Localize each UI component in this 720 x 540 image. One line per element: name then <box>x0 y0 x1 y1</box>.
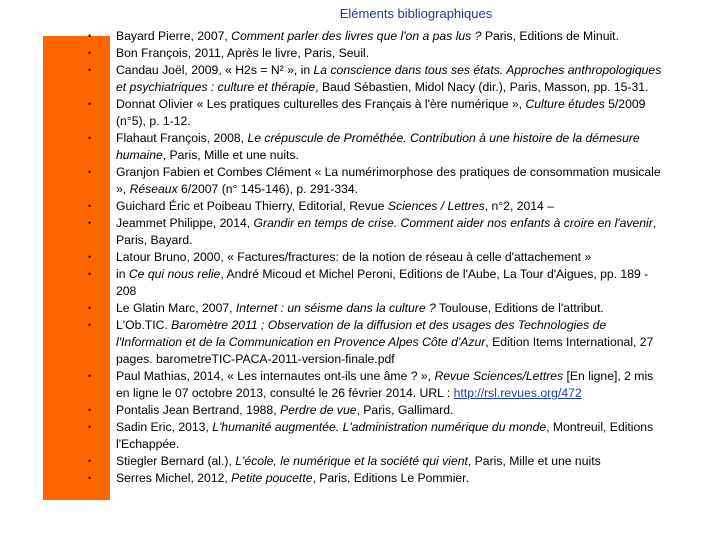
italic-text: Baromètre 2011 ; Observation de la diffusion et des usages des Technologies de <box>171 318 607 332</box>
italic-text: humaine <box>116 148 163 162</box>
bullet-icon: • <box>88 303 92 313</box>
text-segment: Latour Bruno, 2000, « Factures/fractures: de la notion de réseau à celle d'attachement » <box>116 250 592 264</box>
bibliography-entry-line <box>116 62 661 79</box>
text-segment: , <box>652 216 657 230</box>
text-segment: en ligne le 07 octobre 2013, consulté le 26 février 2014. URL : <box>116 386 454 400</box>
text-segment: , Paris, Mille et une nuits. <box>162 148 299 162</box>
italic-text: L'école, le numérique et la société qui vient <box>235 454 468 468</box>
text-segment: Le Glatin Marc, 2007, <box>116 301 236 315</box>
bibliography-entry-line <box>116 351 395 368</box>
italic-text: Comment parler des livres que l'on a pas lus ? <box>231 29 482 43</box>
text-segment: Paris, Bayard. <box>116 233 193 247</box>
italic-text: Réseaux <box>129 182 178 196</box>
bullet-icon: • <box>88 320 92 330</box>
italic-text: l'Information et de la Communication en Provence Alpes Côte d'Azur <box>116 335 486 349</box>
bibliography-entry-line <box>116 164 661 181</box>
text-segment: 208 <box>116 284 137 298</box>
italic-text: L'humanité augmentée. L'administration numérique du monde <box>212 420 547 434</box>
text-segment: Bon François, 2011, Après le livre, Paris, Seuil. <box>116 46 370 60</box>
text-segment: , André Micoud et Michel Peroni, Editions de l'Aube, La Tour d'Aigues, pp. 189 - <box>220 267 649 281</box>
text-segment: 6/2007 (n° 145-146), p. 291-334. <box>177 182 359 196</box>
bullet-icon: • <box>88 218 92 228</box>
text-segment: , Paris, Editions Le Pommier. <box>312 471 469 485</box>
text-segment: Jeammet Philippe, 2014, <box>116 216 254 230</box>
text-segment: Granjon Fabien et Combes Clément « La numérimorphose des pratiques de consommation musicale <box>116 165 661 179</box>
bullet-icon: • <box>88 422 92 432</box>
text-segment: Sadin Eric, 2013, <box>116 420 213 434</box>
bibliography-entry-line <box>116 419 653 436</box>
bibliography-entry-line <box>116 402 453 419</box>
bibliography-entry-line <box>116 368 653 385</box>
bibliography-entry-line <box>116 45 369 62</box>
text-segment: , Paris, Mille et une nuits <box>467 454 601 468</box>
bullet-icon: • <box>88 473 92 483</box>
italic-text: et psychiatriques : culture et thérapie <box>116 80 316 94</box>
bibliography-entry-line <box>116 334 653 351</box>
italic-text: Culture études <box>525 97 605 111</box>
italic-text: Revue Sciences/Lettres <box>434 369 564 383</box>
italic-text: La conscience dans tous ses états. Approches anthropologiques <box>313 63 662 77</box>
bibliography-entry-line <box>116 470 469 487</box>
text-segment: », <box>116 182 130 196</box>
bibliography-entry-line <box>116 79 648 96</box>
bullet-icon: • <box>88 167 92 177</box>
reference-link[interactable]: http://rsl.revues.org/472 <box>453 386 582 400</box>
bullet-icon: • <box>88 31 92 41</box>
text-segment: Serres Michel, 2012, <box>116 471 232 485</box>
italic-text: Internet : un séisme dans la culture ? <box>235 301 436 315</box>
page-title: Eléments bibliographiques <box>339 6 493 21</box>
bibliography-entry-line <box>116 300 604 317</box>
text-segment: Paul Mathias, 2014, « Les internautes ont-ils une âme ? », <box>116 369 435 383</box>
bibliography-entry-line <box>116 283 136 300</box>
italic-text: Le crépuscule de Prométhée. Contribution à une histoire de la démesure <box>247 131 640 145</box>
bibliography-entry-line <box>116 453 601 470</box>
text-segment: Toulouse, Editions de l'attribut. <box>435 301 604 315</box>
text-segment: , Montreuil, Editions <box>546 420 654 434</box>
bibliography-entry-line <box>116 147 299 164</box>
bullet-icon: • <box>88 65 92 75</box>
text-segment: , Paris, Gallimard. <box>356 403 454 417</box>
text-segment: Guichard Éric et Poibeau Thierry, Editorial, Revue <box>116 199 388 213</box>
bibliography-entry-line <box>116 181 358 198</box>
bibliography-entry-line <box>116 113 191 130</box>
text-segment: , Baud Sébastien, Midol Nacy (dir.), Paris, Masson, pp. 15-31. <box>315 80 649 94</box>
bibliography-entry-line <box>116 266 648 283</box>
text-segment: Stiegler Bernard (al.), <box>116 454 236 468</box>
text-segment: , n°2, 2014 – <box>484 199 555 213</box>
italic-text: Petite poucette <box>231 471 313 485</box>
bibliography-entry-line <box>116 28 619 45</box>
text-segment: Pontalis Jean Bertrand, 1988, <box>116 403 280 417</box>
text-segment: Flahaut François, 2008, <box>116 131 248 145</box>
bibliography-entry-line <box>116 249 591 266</box>
italic-text: Grandir en temps de crise. Comment aider nos enfants à croire en l'avenir <box>253 216 653 230</box>
text-segment: Paris, Editions de Minuit. <box>481 29 619 43</box>
text-segment: L'Ob.TIC. <box>116 318 172 332</box>
bibliography-entry-line <box>116 317 606 334</box>
text-segment: pages. barometreTIC-PACA-2011-version-finale.pdf <box>116 352 395 366</box>
text-segment: , Edition Items International, 27 <box>485 335 654 349</box>
bibliography-entry-line <box>116 130 640 147</box>
text-segment: Bayard Pierre, 2007, <box>116 29 232 43</box>
bullet-icon: • <box>88 456 92 466</box>
bullet-icon: • <box>88 201 92 211</box>
bullet-icon: • <box>88 48 92 58</box>
bibliography-entry-line <box>116 385 582 402</box>
bibliography-entry-line <box>116 215 656 232</box>
bibliography-entry-line <box>116 96 645 113</box>
text-segment: [En ligne], 2 mis <box>563 369 654 383</box>
text-segment: Donnat Olivier « Les pratiques culturelles des Français à l'ère numérique », <box>116 97 526 111</box>
bibliography-entry-line <box>116 436 179 453</box>
italic-text: Perdre de vue <box>279 403 357 417</box>
bullet-icon: • <box>88 252 92 262</box>
bullet-icon: • <box>88 133 92 143</box>
bullet-icon: • <box>88 269 92 279</box>
italic-text: Sciences / Lettres <box>387 199 485 213</box>
bullet-icon: • <box>88 371 92 381</box>
text-segment: (n°5), p. 1-12. <box>116 114 191 128</box>
italic-text: Ce qui nous relie <box>128 267 221 281</box>
bibliography-entry-line <box>116 232 193 249</box>
text-segment: in <box>116 267 129 281</box>
text-segment: 5/2009 <box>604 97 646 111</box>
text-segment: Candau Joël, 2009, « H2s = N² », in <box>116 63 314 77</box>
bibliography-entry-line <box>116 198 554 215</box>
bullet-icon: • <box>88 405 92 415</box>
bullet-icon: • <box>88 99 92 109</box>
text-segment: l'Echappée. <box>116 437 180 451</box>
